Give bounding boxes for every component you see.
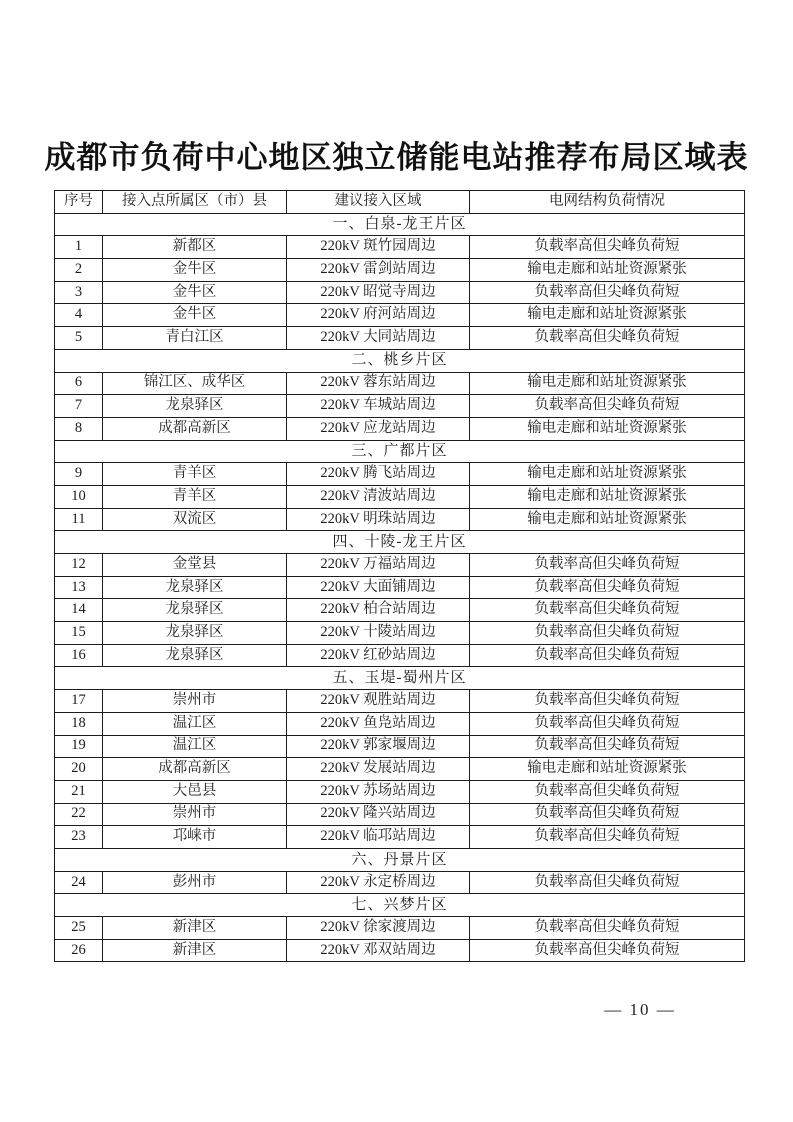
district-cell: 青白江区 — [103, 327, 287, 350]
no-cell: 15 — [55, 622, 103, 645]
section-row — [55, 848, 745, 871]
no-cell: 7 — [55, 395, 103, 418]
table-row — [55, 622, 745, 645]
load-cell: 负载率高但尖峰负荷短 — [470, 599, 745, 622]
section-title: 四、十陵-龙王片区 — [55, 531, 745, 554]
district-cell: 崇州市 — [103, 803, 287, 826]
section-row — [55, 667, 745, 690]
area-cell: 220kV 昭觉寺周边 — [287, 281, 470, 304]
load-cell: 负载率高但尖峰负荷短 — [470, 871, 745, 894]
section-title: 三、广都片区 — [55, 440, 745, 463]
table-row — [55, 826, 745, 849]
load-cell: 负载率高但尖峰负荷短 — [470, 780, 745, 803]
header-no: 序号 — [55, 191, 103, 214]
table-row — [55, 327, 745, 350]
no-cell: 13 — [55, 576, 103, 599]
area-cell: 220kV 府河站周边 — [287, 304, 470, 327]
section-title: 七、兴梦片区 — [55, 894, 745, 917]
storage-station-table — [54, 190, 745, 962]
no-cell: 2 — [55, 259, 103, 282]
section-title: 五、玉堤-蜀州片区 — [55, 667, 745, 690]
load-cell: 负载率高但尖峰负荷短 — [470, 236, 745, 259]
district-cell: 龙泉驿区 — [103, 599, 287, 622]
no-cell: 23 — [55, 826, 103, 849]
area-cell: 220kV 应龙站周边 — [287, 417, 470, 440]
load-cell: 负载率高但尖峰负荷短 — [470, 622, 745, 645]
district-cell: 青羊区 — [103, 485, 287, 508]
area-cell: 220kV 邓双站周边 — [287, 939, 470, 962]
no-cell: 3 — [55, 281, 103, 304]
header-area: 建议接入区域 — [287, 191, 470, 214]
table-row — [55, 871, 745, 894]
district-cell: 龙泉驿区 — [103, 644, 287, 667]
area-cell: 220kV 临邛站周边 — [287, 826, 470, 849]
page-number: — 10 — — [604, 1000, 676, 1019]
load-cell: 输电走廊和站址资源紧张 — [470, 463, 745, 486]
table-row — [55, 735, 745, 758]
table-row — [55, 395, 745, 418]
section-row — [55, 894, 745, 917]
table-row — [55, 644, 745, 667]
table-row — [55, 554, 745, 577]
table-row — [55, 281, 745, 304]
no-cell: 9 — [55, 463, 103, 486]
area-cell: 220kV 红砂站周边 — [287, 644, 470, 667]
area-cell: 220kV 观胜站周边 — [287, 690, 470, 713]
section-row — [55, 213, 745, 236]
table-row — [55, 917, 745, 940]
district-cell: 青羊区 — [103, 463, 287, 486]
load-cell: 负载率高但尖峰负荷短 — [470, 826, 745, 849]
load-cell: 负载率高但尖峰负荷短 — [470, 690, 745, 713]
district-cell: 龙泉驿区 — [103, 576, 287, 599]
load-cell: 负载率高但尖峰负荷短 — [470, 327, 745, 350]
area-cell: 220kV 柏合站周边 — [287, 599, 470, 622]
district-cell: 双流区 — [103, 508, 287, 531]
district-cell: 金牛区 — [103, 281, 287, 304]
area-cell: 220kV 十陵站周边 — [287, 622, 470, 645]
district-cell: 新津区 — [103, 917, 287, 940]
load-cell: 负载率高但尖峰负荷短 — [470, 939, 745, 962]
table-row — [55, 485, 745, 508]
district-cell: 新津区 — [103, 939, 287, 962]
table-row — [55, 508, 745, 531]
section-title: 二、桃乡片区 — [55, 349, 745, 372]
district-cell: 彭州市 — [103, 871, 287, 894]
load-cell: 输电走廊和站址资源紧张 — [470, 485, 745, 508]
header-load: 电网结构负荷情况 — [470, 191, 745, 214]
load-cell: 输电走廊和站址资源紧张 — [470, 417, 745, 440]
no-cell: 4 — [55, 304, 103, 327]
section-title: 一、白泉-龙王片区 — [55, 213, 745, 236]
area-cell: 220kV 明珠站周边 — [287, 508, 470, 531]
page-title: 成都市负荷中心地区独立储能电站推荐布局区域表 — [44, 140, 749, 175]
load-cell: 负载率高但尖峰负荷短 — [470, 395, 745, 418]
district-cell: 龙泉驿区 — [103, 395, 287, 418]
area-cell: 220kV 大同站周边 — [287, 327, 470, 350]
load-cell: 负载率高但尖峰负荷短 — [470, 803, 745, 826]
no-cell: 10 — [55, 485, 103, 508]
load-cell: 输电走廊和站址资源紧张 — [470, 508, 745, 531]
no-cell: 21 — [55, 780, 103, 803]
load-cell: 输电走廊和站址资源紧张 — [470, 372, 745, 395]
no-cell: 8 — [55, 417, 103, 440]
district-cell: 成都高新区 — [103, 417, 287, 440]
load-cell: 负载率高但尖峰负荷短 — [470, 712, 745, 735]
table-row — [55, 372, 745, 395]
no-cell: 1 — [55, 236, 103, 259]
no-cell: 12 — [55, 554, 103, 577]
no-cell: 18 — [55, 712, 103, 735]
area-cell: 220kV 发展站周边 — [287, 758, 470, 781]
no-cell: 19 — [55, 735, 103, 758]
table-row — [55, 599, 745, 622]
no-cell: 14 — [55, 599, 103, 622]
load-cell: 输电走廊和站址资源紧张 — [470, 304, 745, 327]
area-cell: 220kV 鱼凫站周边 — [287, 712, 470, 735]
district-cell: 金堂县 — [103, 554, 287, 577]
district-cell: 温江区 — [103, 735, 287, 758]
load-cell: 负载率高但尖峰负荷短 — [470, 644, 745, 667]
table-row — [55, 803, 745, 826]
table-row — [55, 780, 745, 803]
load-cell: 输电走廊和站址资源紧张 — [470, 259, 745, 282]
section-title: 六、丹景片区 — [55, 848, 745, 871]
no-cell: 20 — [55, 758, 103, 781]
load-cell: 输电走廊和站址资源紧张 — [470, 758, 745, 781]
no-cell: 26 — [55, 939, 103, 962]
district-cell: 大邑县 — [103, 780, 287, 803]
section-row — [55, 440, 745, 463]
load-cell: 负载率高但尖峰负荷短 — [470, 917, 745, 940]
load-cell: 负载率高但尖峰负荷短 — [470, 281, 745, 304]
no-cell: 11 — [55, 508, 103, 531]
table-row — [55, 712, 745, 735]
area-cell: 220kV 隆兴站周边 — [287, 803, 470, 826]
district-cell: 龙泉驿区 — [103, 622, 287, 645]
area-cell: 220kV 永定桥周边 — [287, 871, 470, 894]
table-row — [55, 236, 745, 259]
district-cell: 温江区 — [103, 712, 287, 735]
area-cell: 220kV 郭家堰周边 — [287, 735, 470, 758]
table-row — [55, 939, 745, 962]
district-cell: 金牛区 — [103, 304, 287, 327]
area-cell: 220kV 车城站周边 — [287, 395, 470, 418]
area-cell: 220kV 腾飞站周边 — [287, 463, 470, 486]
no-cell: 22 — [55, 803, 103, 826]
table-row — [55, 304, 745, 327]
area-cell: 220kV 清波站周边 — [287, 485, 470, 508]
district-cell: 金牛区 — [103, 259, 287, 282]
area-cell: 220kV 苏场站周边 — [287, 780, 470, 803]
area-cell: 220kV 万福站周边 — [287, 554, 470, 577]
no-cell: 16 — [55, 644, 103, 667]
load-cell: 负载率高但尖峰负荷短 — [470, 735, 745, 758]
no-cell: 24 — [55, 871, 103, 894]
no-cell: 6 — [55, 372, 103, 395]
district-cell: 锦江区、成华区 — [103, 372, 287, 395]
table-row — [55, 758, 745, 781]
area-cell: 220kV 斑竹园周边 — [287, 236, 470, 259]
table-row — [55, 690, 745, 713]
table-row — [55, 417, 745, 440]
load-cell: 负载率高但尖峰负荷短 — [470, 576, 745, 599]
district-cell: 崇州市 — [103, 690, 287, 713]
area-cell: 220kV 大面铺周边 — [287, 576, 470, 599]
table-row — [55, 259, 745, 282]
table-row — [55, 576, 745, 599]
load-cell: 负载率高但尖峰负荷短 — [470, 554, 745, 577]
area-cell: 220kV 雷剑站周边 — [287, 259, 470, 282]
district-cell: 邛崃市 — [103, 826, 287, 849]
area-cell: 220kV 蓉东站周边 — [287, 372, 470, 395]
no-cell: 25 — [55, 917, 103, 940]
district-cell: 成都高新区 — [103, 758, 287, 781]
header-district: 接入点所属区（市）县 — [103, 191, 287, 214]
no-cell: 5 — [55, 327, 103, 350]
no-cell: 17 — [55, 690, 103, 713]
table-header-row — [55, 191, 745, 214]
section-row — [55, 531, 745, 554]
area-cell: 220kV 徐家渡周边 — [287, 917, 470, 940]
district-cell: 新都区 — [103, 236, 287, 259]
table-row — [55, 463, 745, 486]
section-row — [55, 349, 745, 372]
